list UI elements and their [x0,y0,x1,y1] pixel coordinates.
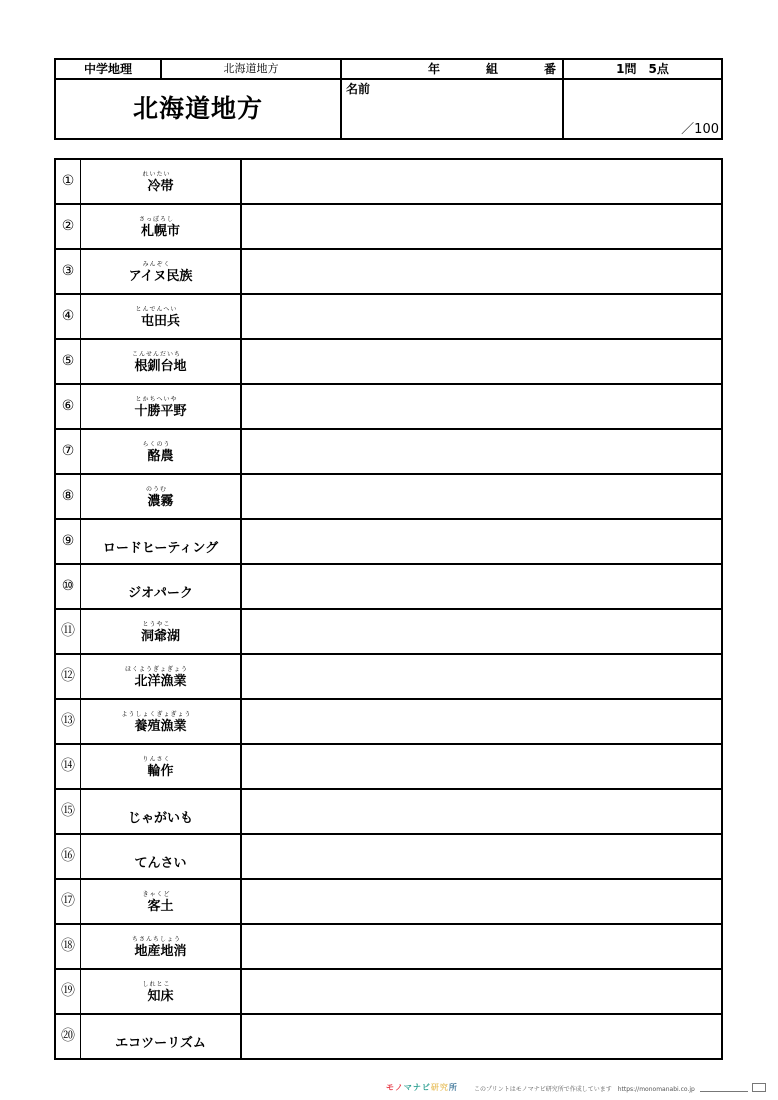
score-field [564,80,721,140]
answer-field[interactable] [242,205,721,248]
worksheet-title: 北海道地方 [56,80,342,140]
term-furigana: のうむ [145,486,167,493]
question-row [56,430,721,475]
footer-line [700,1083,748,1092]
term-furigana: しれとこ [142,981,171,988]
term-text: 養殖漁業 [134,719,187,734]
term-cell [81,610,242,653]
answer-field[interactable] [242,160,721,203]
term-furigana: ようしょくぎょぎょう [121,711,192,718]
answer-field[interactable] [242,565,721,608]
grade-label: 年 [428,62,441,76]
answer-field[interactable] [242,970,721,1013]
question-number: ⑯ [56,835,81,878]
term-furigana: らくのう [142,441,171,448]
term-cell [81,475,242,518]
term-text: じゃがいも [127,811,193,826]
question-table [54,158,723,1060]
question-number: ⑨ [56,520,81,563]
term-cell [81,835,242,878]
question-number: ⑤ [56,340,81,383]
term-text: 輪作 [147,764,174,779]
question-number: ⑩ [56,565,81,608]
answer-field[interactable] [242,430,721,473]
term-cell [81,1015,242,1058]
term-furigana: ほくようぎょぎょう [124,666,188,673]
points-per-question: 1問 5点 [564,60,721,80]
question-row [56,475,721,520]
question-row [56,700,721,745]
term-text: 知床 [147,989,174,1004]
answer-field[interactable] [242,475,721,518]
subject-label: 中学地理 [56,60,162,80]
number-label: 番 [544,62,557,76]
term-furigana: れいたい [142,171,171,178]
term-cell [81,655,242,698]
term-furigana: とんでんへい [135,306,178,313]
term-text: エコツーリズム [115,1036,206,1051]
term-furigana: きゃくど [142,891,171,898]
answer-field[interactable] [242,250,721,293]
question-row [56,520,721,565]
question-row [56,745,721,790]
question-number: ⑰ [56,880,81,923]
term-cell [81,565,242,608]
name-field [342,80,564,140]
question-number: ⑧ [56,475,81,518]
term-text: てんさい [134,856,187,871]
answer-field[interactable] [242,610,721,653]
term-text: 根釧台地 [134,359,187,374]
question-number: ⑲ [56,970,81,1013]
question-number: ⑫ [56,655,81,698]
question-row [56,970,721,1015]
question-number: ⑬ [56,700,81,743]
question-number: ⑦ [56,430,81,473]
term-furigana: こんせんだいち [131,351,181,358]
term-text: アイヌ民族 [128,269,193,284]
question-row [56,790,721,835]
question-row [56,295,721,340]
score-total: ／100 [681,122,719,137]
term-text: 地産地消 [134,944,187,959]
term-text: 北洋漁業 [134,674,187,689]
question-row [56,385,721,430]
question-row [56,205,721,250]
term-cell [81,430,242,473]
question-number: ⑱ [56,925,81,968]
question-row [56,835,721,880]
term-text: ロードヒーティング [102,541,219,556]
footer-box [752,1083,766,1092]
term-furigana: とうやこ [142,621,171,628]
answer-field[interactable] [242,340,721,383]
question-row [56,925,721,970]
term-cell [81,790,242,833]
publisher-logo: モノマナビ研究所 [386,1083,458,1092]
answer-field[interactable] [242,385,721,428]
answer-field[interactable] [242,295,721,338]
question-row [56,340,721,385]
term-furigana: とかちへいや [135,396,178,403]
term-cell [81,520,242,563]
question-row [56,565,721,610]
unit-label: 北海道地方 [162,60,342,80]
question-number: ⑥ [56,385,81,428]
question-row [56,250,721,295]
term-cell [81,250,242,293]
question-number: ⑮ [56,790,81,833]
question-number: ③ [56,250,81,293]
term-text: 十勝平野 [134,404,187,419]
answer-field[interactable] [242,700,721,743]
question-number: ⑭ [56,745,81,788]
term-text: 客土 [147,899,174,914]
question-number: ② [56,205,81,248]
answer-field[interactable] [242,655,721,698]
term-cell [81,340,242,383]
term-furigana: りんさく [142,756,171,763]
question-row [56,160,721,205]
footer [386,1080,774,1098]
answer-field[interactable] [242,520,721,563]
answer-field[interactable] [242,790,721,833]
question-row [56,610,721,655]
question-row [56,1015,721,1058]
class-info-field [342,60,564,80]
worksheet-header [54,58,723,140]
term-cell [81,970,242,1013]
question-row [56,655,721,700]
term-text: 札幌市 [140,224,180,239]
term-text: 酪農 [147,449,174,464]
term-text: 洞爺湖 [140,629,180,644]
answer-field[interactable] [242,835,721,878]
term-cell [81,880,242,923]
term-cell [81,745,242,788]
footer-credit: このプリントはモノマナビ研究所で作成しています https://monomanabi.co.jp [474,1086,695,1093]
term-cell [81,700,242,743]
question-number: ① [56,160,81,203]
term-text: 濃霧 [147,494,174,509]
term-text: ジオパーク [128,586,193,601]
name-label: 名前 [346,82,371,96]
question-number: ⑪ [56,610,81,653]
answer-field[interactable] [242,880,721,923]
answer-field[interactable] [242,745,721,788]
question-number: ④ [56,295,81,338]
class-label: 組 [486,62,499,76]
term-cell [81,160,242,203]
term-furigana: ちさんちしょう [131,936,181,943]
term-cell [81,295,242,338]
term-furigana: みんぞく [142,261,171,268]
term-cell [81,385,242,428]
term-cell [81,925,242,968]
term-text: 冷帯 [147,179,174,194]
answer-field[interactable] [242,1015,721,1058]
question-row [56,880,721,925]
term-text: 屯田兵 [140,314,180,329]
term-furigana: さっぽろし [138,216,174,223]
term-cell [81,205,242,248]
answer-field[interactable] [242,925,721,968]
question-number: ⑳ [56,1015,81,1058]
